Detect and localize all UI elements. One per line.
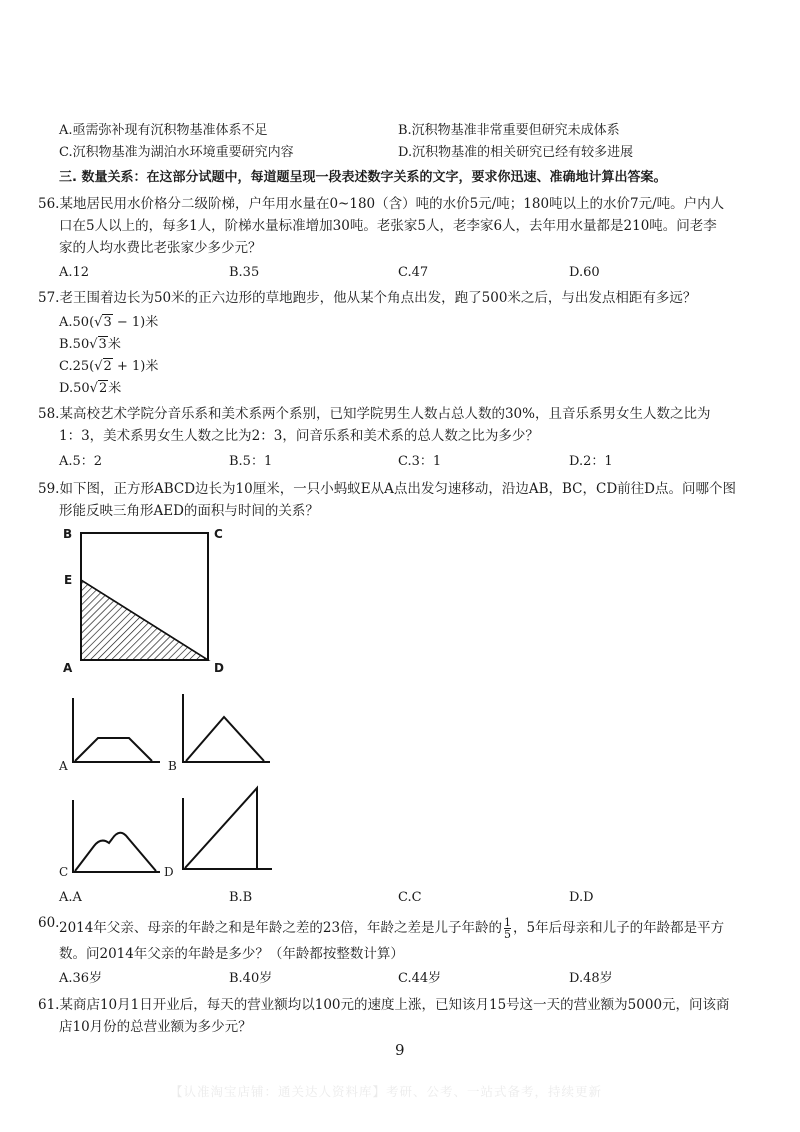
q58-option-c: C.3：1 xyxy=(398,454,442,469)
graph-label-d: D xyxy=(164,865,174,879)
q61-stem-line1: 61.某商店10月1日开业后，每天的营业额均以100元的速度上涨，已知该月15号这一天的营业额为5000元，问该商 xyxy=(38,997,730,1013)
vertex-label-d: D xyxy=(214,661,224,675)
q60-option-b: B.40岁 xyxy=(229,971,273,986)
section-header: 三. 数量关系：在这部分试题中，每道题呈现一段表述数字关系的文字，要求你迅速、准确地计算出答案。 xyxy=(59,170,667,185)
watermark-text: 【认准淘宝店铺：通关达人资料库】考研、公考、一站式备考，持续更新 xyxy=(170,1084,603,1099)
q59-option-c: C.C xyxy=(398,890,422,905)
q57-option-b: B.50√3米 xyxy=(59,337,121,352)
q57-stem: 57.老王围着边长为50米的正六边形的草地跑步，他从某个角点出发，跑了500米之后，与出发点相距有多远？ xyxy=(38,290,697,306)
q59-option-b: B.B xyxy=(229,890,253,905)
q58-option-d: D.2：1 xyxy=(569,454,613,469)
q56-option-a: A.12 xyxy=(59,265,90,280)
q59-option-d: D.D xyxy=(569,890,594,905)
vertex-label-a: A xyxy=(63,661,73,675)
vertex-label-c: C xyxy=(214,527,223,541)
q57-option-c: C.25(√2 + 1)米 xyxy=(59,359,159,374)
q58-stem-line2: 1：3，美术系男女生人数之比为2：3，问音乐系和美术系的总人数之比为多少？ xyxy=(59,428,539,444)
q55-option-c: C.沉积物基准为湖泊水环境重要研究内容 xyxy=(59,145,294,160)
q56-option-b: B.35 xyxy=(229,265,260,280)
q60-option-d: D.48岁 xyxy=(569,971,613,986)
graph-label-c: C xyxy=(59,865,69,879)
graph-c-wavy-curve xyxy=(66,796,164,876)
q55-option-a: A.亟需弥补现有沉积物基准体系不足 xyxy=(59,123,268,138)
graph-d-ramp xyxy=(176,782,274,876)
q59-stem-line1: 59.如下图，正方形ABCD边长为10厘米，一只小蚂蚁E从A点出发匀速移动，沿边AB，BC，CD前往D点。问哪个图 xyxy=(38,481,736,497)
fraction-one-fifth: $\frac{1}{5}$ xyxy=(504,916,512,941)
vertex-label-b: B xyxy=(63,527,73,541)
page-number: 9 xyxy=(395,1041,405,1059)
graph-label-b: B xyxy=(168,759,177,773)
q56-option-d: D.60 xyxy=(569,265,600,280)
q59-option-a: A.A xyxy=(59,890,82,905)
graph-b-triangle xyxy=(176,690,274,766)
q56-stem-line3: 家的人均水费比老张家少多少元？ xyxy=(59,240,262,256)
q57-option-a: A.50(√3 − 1)米 xyxy=(59,315,159,330)
vertex-label-e: E xyxy=(64,573,73,587)
q60-option-a: A.36岁 xyxy=(59,971,103,986)
q61-stem-line2: 店10月份的总营业额为多少元？ xyxy=(59,1019,252,1035)
q55-option-b: B.沉积物基准非常重要但研究未成体系 xyxy=(398,123,620,138)
q56-stem-line2: 口在5人以上的，每多1人，阶梯水量标准增加30吨。老张家5人，老李家6人，去年用水量都是210吨。问老李 xyxy=(59,218,717,234)
q58-stem-line1: 58.某高校艺术学院分音乐系和美术系两个系别，已知学院男生人数占总人数的30%，且音乐系男女生人数之比为 xyxy=(38,406,711,422)
graph-a-trapezoid xyxy=(66,694,164,766)
q60-stem-line2: 数。问2014年父亲的年龄是多少？（年龄都按整数计算） xyxy=(59,946,404,962)
graph-label-a: A xyxy=(59,759,68,773)
q60-option-c: C.44岁 xyxy=(398,971,442,986)
q59-stem-line2: 形能反映三角形AED的面积与时间的关系？ xyxy=(59,503,319,519)
q58-option-b: B.5：1 xyxy=(229,454,273,469)
q60-number: 60. xyxy=(38,915,60,931)
q60-stem-line1: 2014年父亲、母亲的年龄之和是年龄之差的23倍，年龄之差是儿子年龄的 $\frac{1}{5}$ ，5年后母亲和儿子的年龄都是平方 xyxy=(59,916,725,941)
q57-option-d: D.50√2米 xyxy=(59,381,122,396)
square-abcd-figure xyxy=(60,525,240,677)
q58-option-a: A.5：2 xyxy=(59,454,103,469)
q55-option-d: D.沉积物基准的相关研究已经有较多进展 xyxy=(398,145,634,160)
q56-option-c: C.47 xyxy=(398,265,429,280)
q56-stem-line1: 56.某地居民用水价格分二级阶梯，户年用水量在0~180（含）吨的水价5元/吨；180吨以上的水价7元/吨。户内人 xyxy=(38,196,725,212)
